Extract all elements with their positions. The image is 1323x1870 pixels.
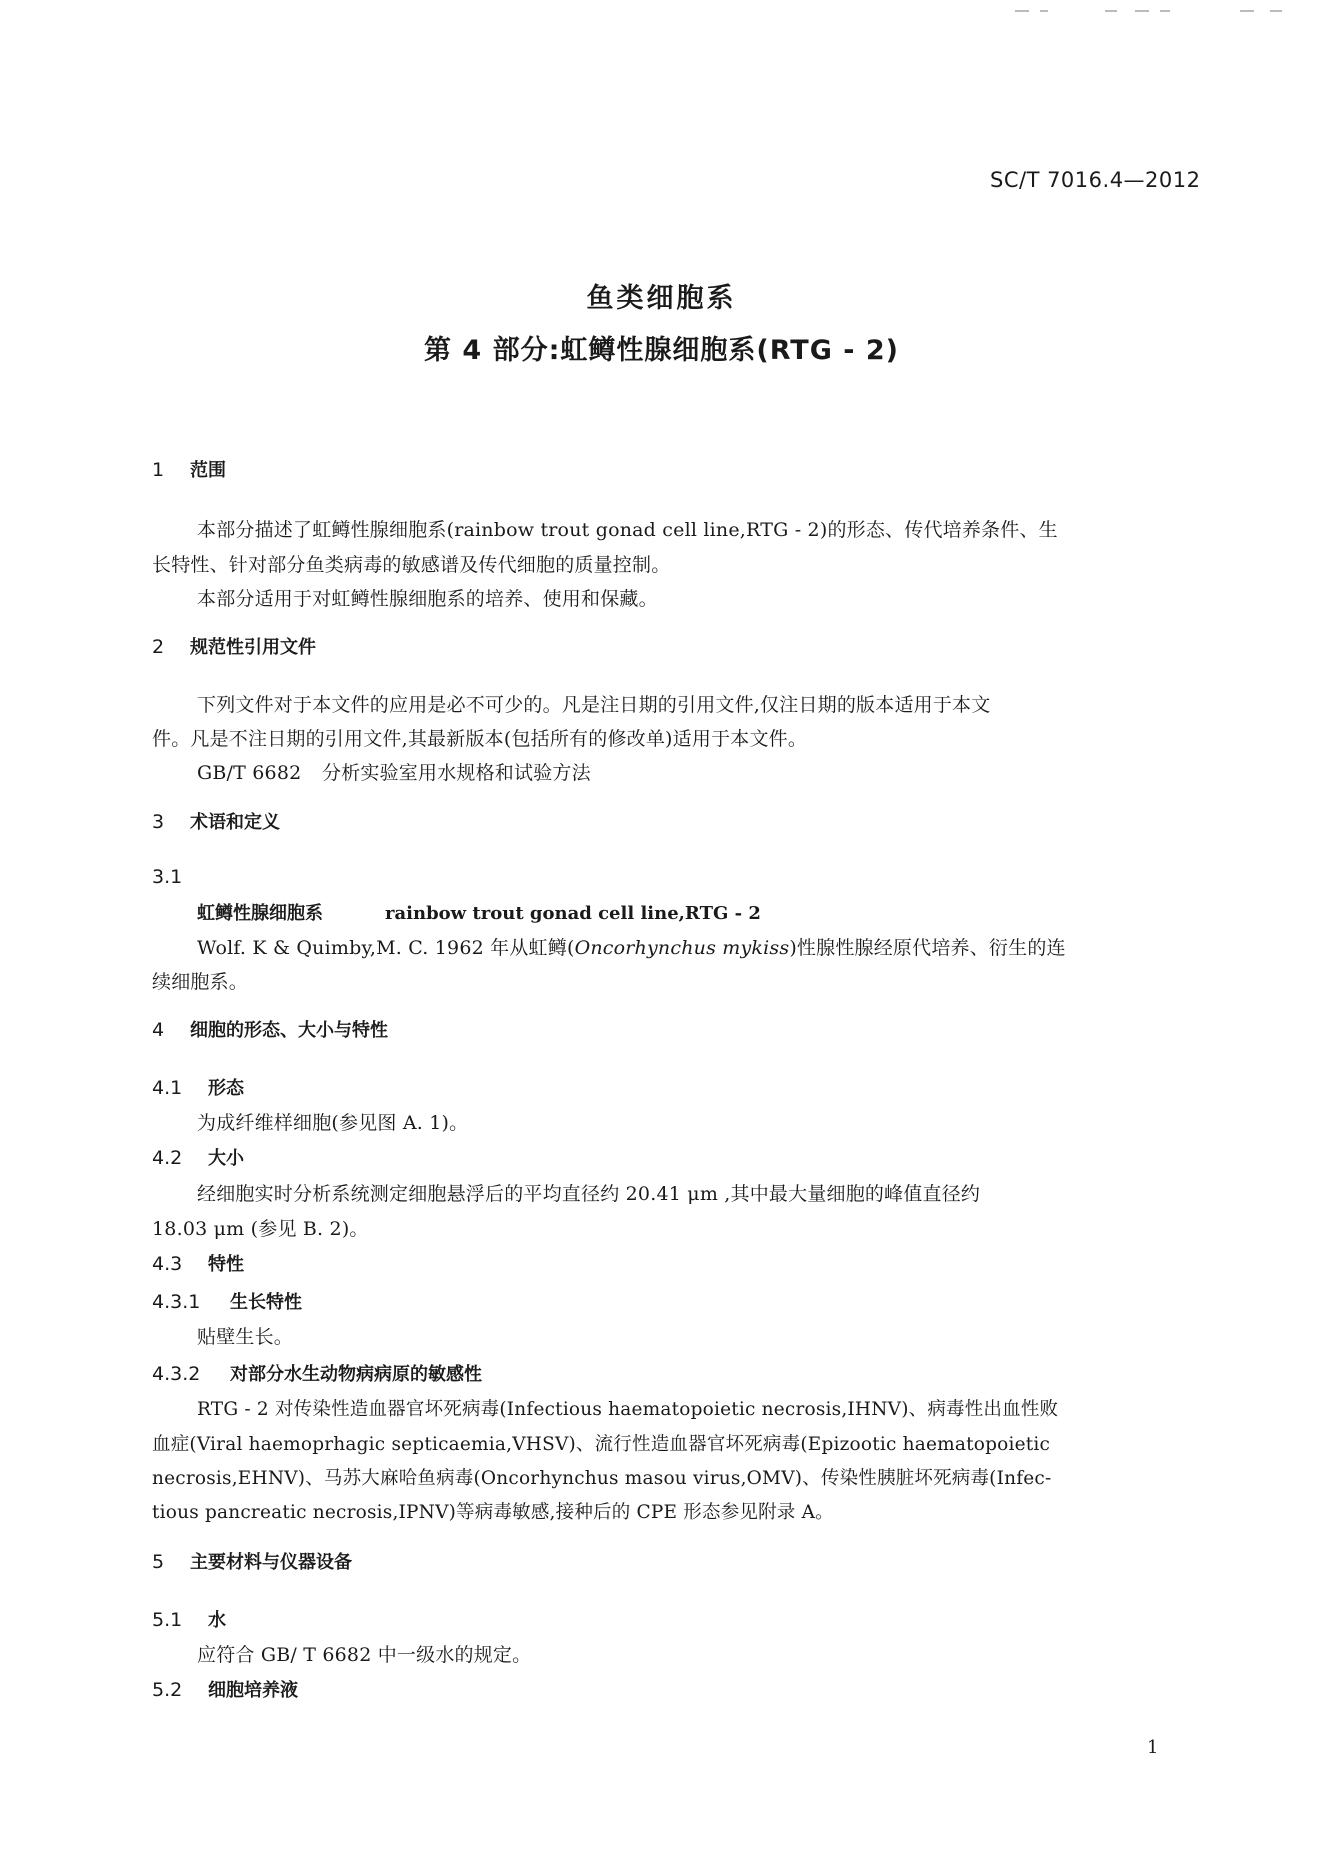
term-definition-line-2: 续细胞系。	[152, 971, 249, 993]
subsection-5-2-heading: 5.2 细胞培养液	[152, 1679, 298, 1701]
section-5-heading: 5 主要材料与仪器设备	[152, 1551, 352, 1573]
subsection-4-2-text-line-1: 经细胞实时分析系统测定细胞悬浮后的平均直径约 20.41 μm ,其中最大量细胞的峰值直径约	[197, 1183, 981, 1205]
section-4-heading: 4 细胞的形态、大小与特性	[152, 1019, 388, 1041]
reference-code: GB/T 6682	[197, 762, 302, 784]
document-title-sub: 第 4 部分:虹鳟性腺细胞系(RTG - 2)	[423, 335, 899, 366]
section-2-paragraph-line-2: 件。凡是不注日期的引用文件,其最新版本(包括所有的修改单)适用于本文件。	[152, 728, 808, 750]
section-3-heading: 3 术语和定义	[152, 811, 280, 833]
subsection-4-1-heading: 4.1 形态	[152, 1077, 244, 1099]
section-2-heading: 2 规范性引用文件	[152, 636, 316, 658]
reference-title: 分析实验室用水规格和试验方法	[322, 762, 591, 784]
term-definition-line-1: Wolf. K & Quimby,M. C. 1962 年从虹鳟(Oncorhynchus mykiss)性腺性腺经原代培养、衍生的连	[197, 937, 1066, 959]
document-title-main: 鱼类细胞系	[586, 283, 737, 314]
normative-reference	[197, 758, 591, 785]
subsection-3-1-number: 3.1	[152, 866, 183, 888]
section-2-paragraph-line-1: 下列文件对于本文件的应用是必不可少的。凡是注日期的引用文件,仅注日期的版本适用于本文	[197, 694, 991, 716]
subsection-4-3-2-text-line-4: tious pancreatic necrosis,IPNV)等病毒敏感,接种后的 CPE 形态参见附录 A。	[152, 1502, 834, 1523]
subsection-5-1-heading: 5.1 水	[152, 1609, 226, 1631]
species-name: Oncorhynchus mykiss	[574, 937, 790, 959]
scan-artifact	[1240, 10, 1254, 12]
subsection-4-3-heading: 4.3 特性	[152, 1253, 244, 1275]
term-english: rainbow trout gonad cell line,RTG - 2	[385, 903, 761, 924]
subsection-4-2-heading: 4.2 大小	[152, 1147, 244, 1169]
term-entry	[197, 899, 761, 925]
scan-artifact	[1105, 10, 1117, 12]
subsection-4-2-text-line-2: 18.03 μm (参见 B. 2)。	[152, 1218, 369, 1240]
section-1-paragraph-2: 本部分适用于对虹鳟性腺细胞系的培养、使用和保藏。	[197, 588, 658, 610]
section-1-paragraph-1-line-1: 本部分描述了虹鳟性腺细胞系(rainbow trout gonad cell line,RTG - 2)的形态、传代培养条件、生	[197, 519, 1058, 541]
subsection-4-3-1-text: 贴壁生长。	[197, 1326, 294, 1348]
subsection-5-1-text: 应符合 GB/ T 6682 中一级水的规定。	[197, 1644, 532, 1666]
standard-number: SC/T 7016.4—2012	[990, 168, 1201, 192]
subsection-4-1-text: 为成纤维样细胞(参见图 A. 1)。	[197, 1112, 469, 1134]
subsection-4-3-2-text-line-1: RTG - 2 对传染性造血器官坏死病毒(Infectious haematopoietic necrosis,IHNV)、病毒性出血性败	[197, 1399, 1059, 1420]
subsection-4-3-2-text-line-2: 血症(Viral haemoprhagic septicaemia,VHSV)、流行性造血器官坏死病毒(Epizootic haematopoietic	[152, 1434, 1051, 1455]
term-chinese: 虹鳟性腺细胞系	[197, 903, 323, 924]
subsection-4-3-2-heading: 4.3.2 对部分水生动物病病原的敏感性	[152, 1363, 482, 1385]
subsection-4-3-2-text-line-3: necrosis,EHNV)、马苏大麻哈鱼病毒(Oncorhynchus masou virus,OMV)、传染性胰脏坏死病毒(Infec-	[152, 1468, 1052, 1489]
scan-artifact	[1270, 10, 1282, 12]
page-number: 1	[1147, 1737, 1159, 1758]
section-1-paragraph-1-line-2: 长特性、针对部分鱼类病毒的敏感谱及传代细胞的质量控制。	[152, 554, 671, 576]
scan-artifact	[1040, 10, 1048, 12]
scan-artifact	[1015, 10, 1029, 12]
section-1-heading: 1 范围	[152, 459, 226, 481]
scan-artifact	[1135, 10, 1149, 12]
subsection-4-3-1-heading: 4.3.1 生长特性	[152, 1291, 302, 1313]
scan-artifact	[1160, 10, 1170, 12]
